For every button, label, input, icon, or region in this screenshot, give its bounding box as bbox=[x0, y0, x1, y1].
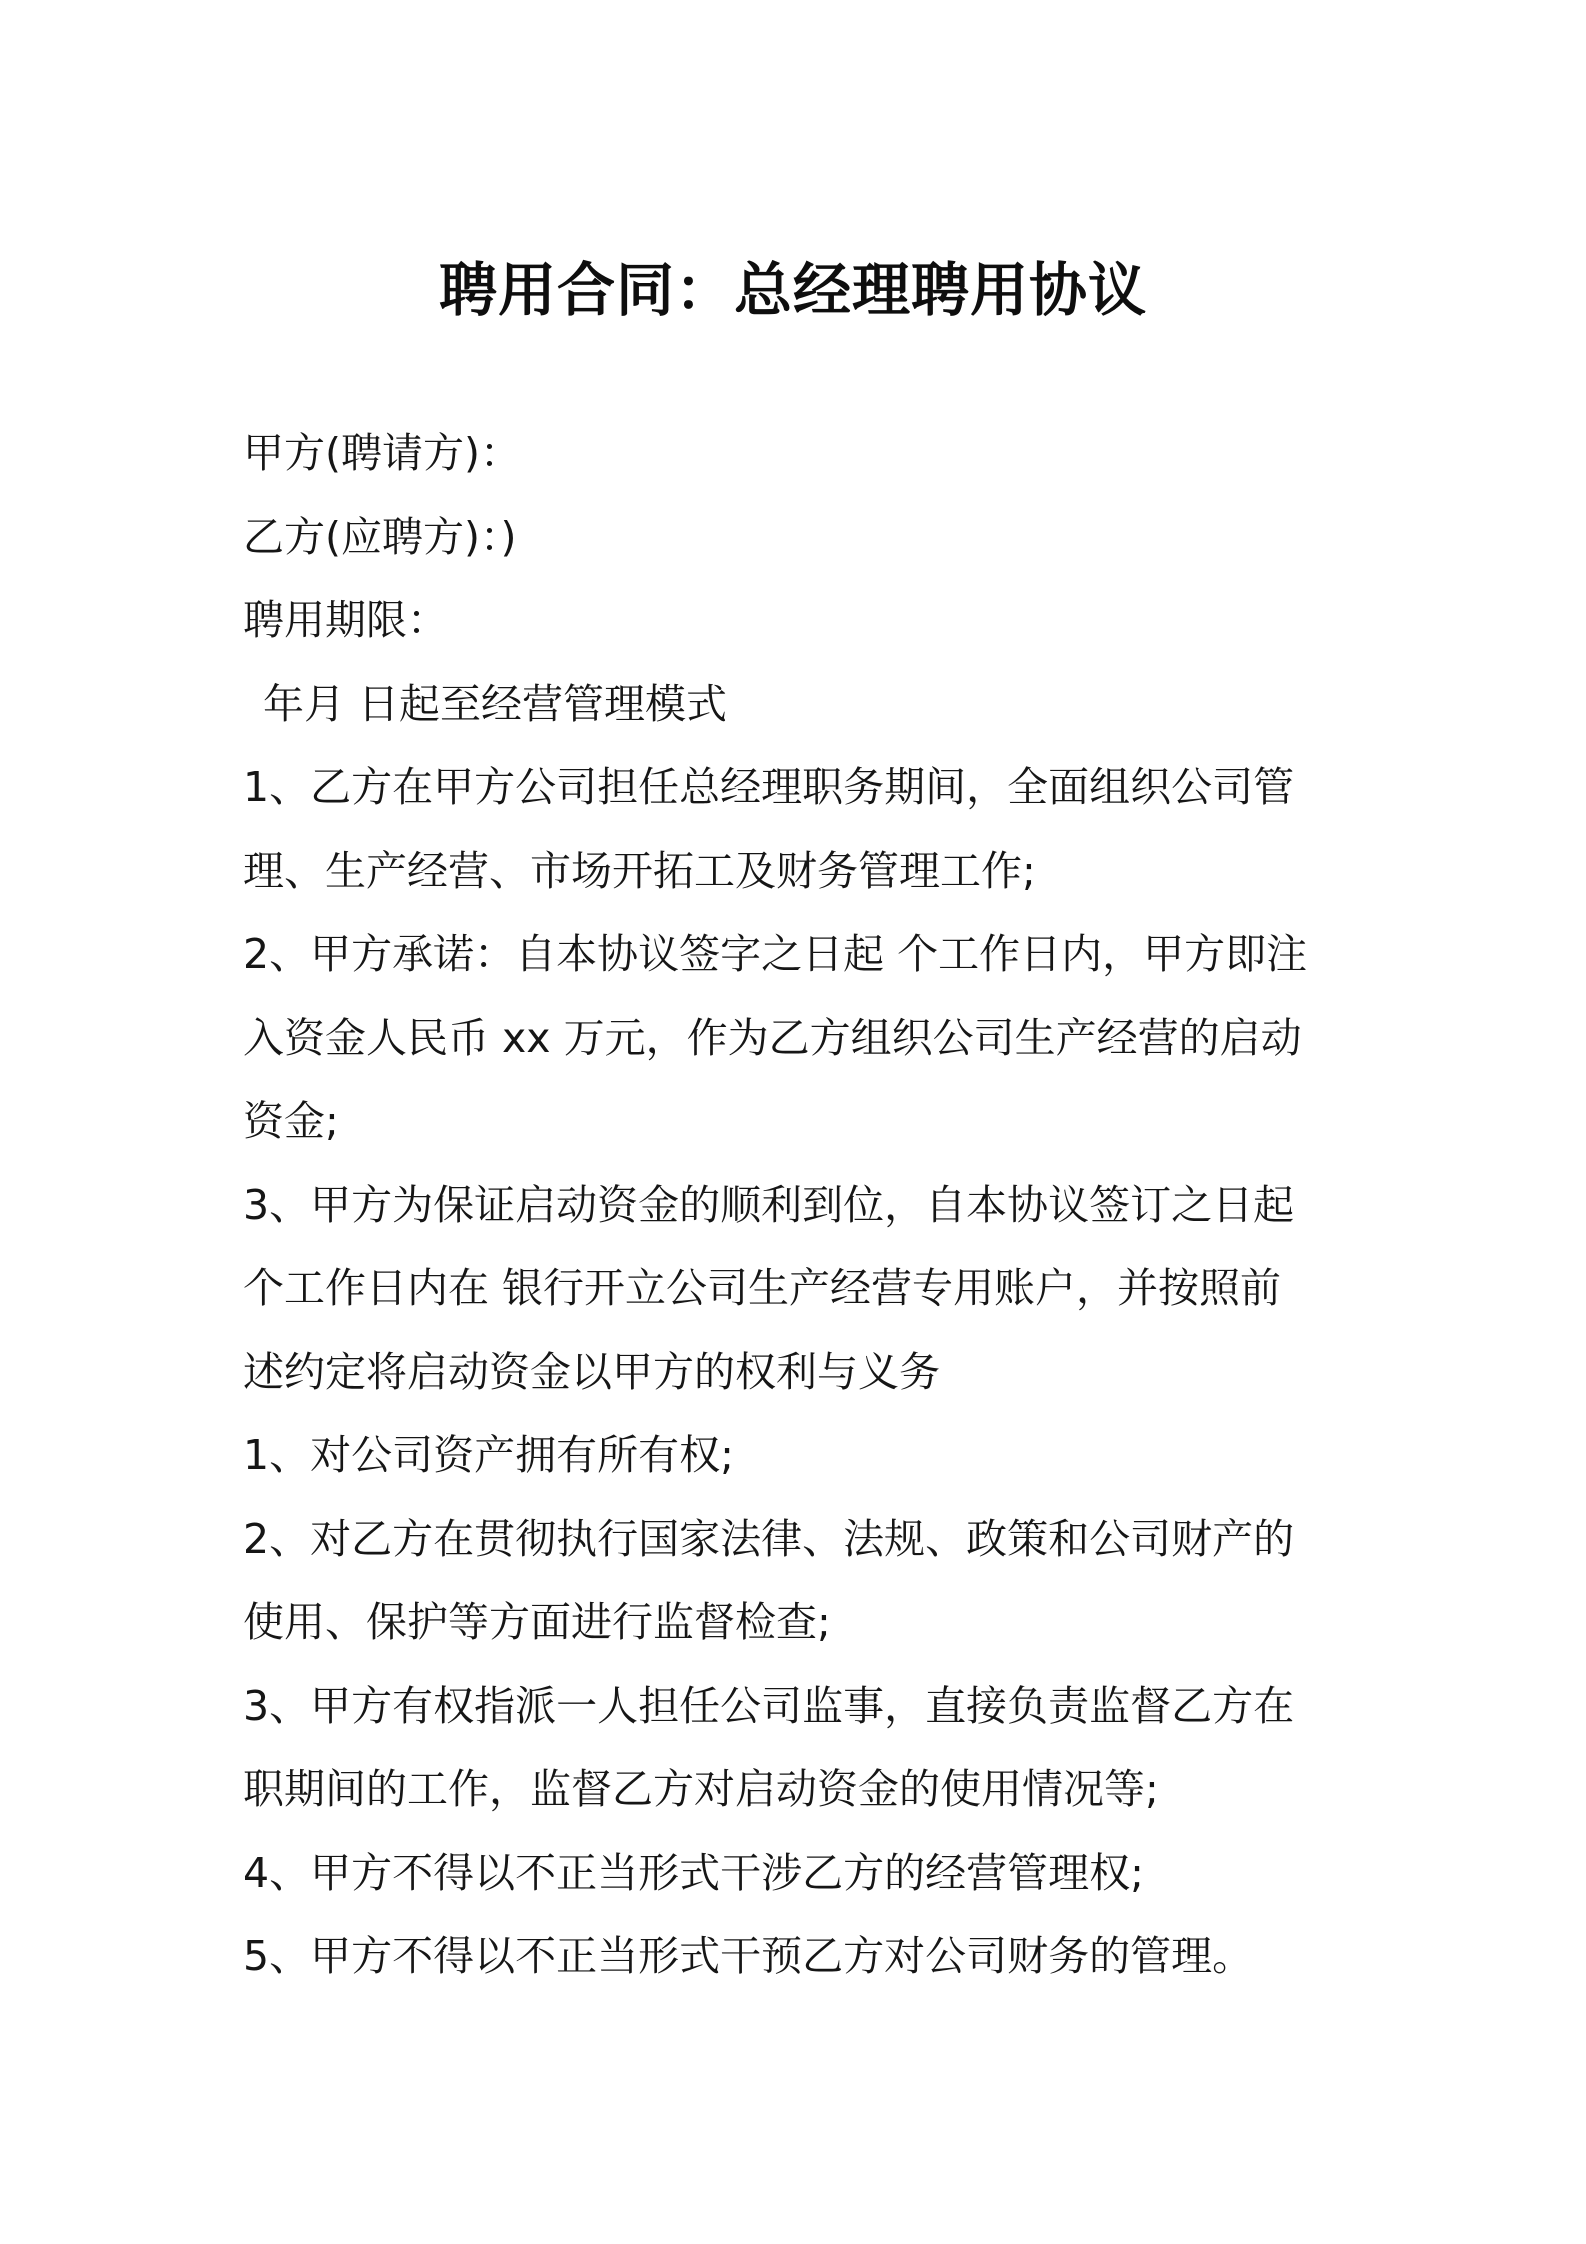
paragraph-line: 4、甲方不得以不正当形式干涉乙方的经营管理权; bbox=[243, 1848, 1144, 1897]
paragraph-line: 职期间的工作，监督乙方对启动资金的使用情况等; bbox=[243, 1765, 1159, 1813]
term-label-line: 聘用期限： bbox=[243, 596, 448, 644]
paragraph-line: 资金; bbox=[243, 1097, 339, 1145]
paragraph-line: 1、乙方在甲方公司担任总经理职务期间，全面组织公司管 bbox=[243, 763, 1295, 811]
paragraph-line: 述约定将启动资金以甲方的权利与义务 bbox=[243, 1347, 940, 1396]
paragraph-line: 个工作日内在 银行开立公司生产经营专用账户，并按照前 bbox=[243, 1264, 1282, 1312]
party-a-line: 甲方(聘请方)： bbox=[243, 429, 521, 477]
party-b-line: 乙方(应聘方)：) bbox=[243, 512, 517, 561]
paragraph-line: 1、对公司资产拥有所有权; bbox=[243, 1431, 734, 1479]
paragraph-line: 理、生产经营、市场开拓工及财务管理工作; bbox=[243, 846, 1036, 895]
paragraph-line: 使用、保护等方面进行监督检查; bbox=[243, 1598, 831, 1646]
term-date-line: 年月 日起至经营管理模式 bbox=[263, 679, 728, 728]
paragraph-line: 3、甲方为保证启动资金的顺利到位，自本协议签订之日起 bbox=[243, 1180, 1295, 1229]
paragraph-line: 入资金人民币 xx 万元，作为乙方组织公司生产经营的启动 bbox=[243, 1013, 1302, 1062]
document-title: 聘用合同：总经理聘用协议 bbox=[438, 256, 1147, 324]
paragraph-line: 3、甲方有权指派一人担任公司监事，直接负责监督乙方在 bbox=[243, 1681, 1295, 1730]
paragraph-line: 2、对乙方在贯彻执行国家法律、法规、政策和公司财产的 bbox=[243, 1514, 1295, 1563]
paragraph-line: 5、甲方不得以不正当形式干预乙方对公司财务的管理。 bbox=[243, 1932, 1254, 1980]
paragraph-line: 2、甲方承诺：自本协议签字之日起 个工作日内，甲方即注 bbox=[243, 930, 1308, 978]
document-body bbox=[243, 412, 1373, 1999]
